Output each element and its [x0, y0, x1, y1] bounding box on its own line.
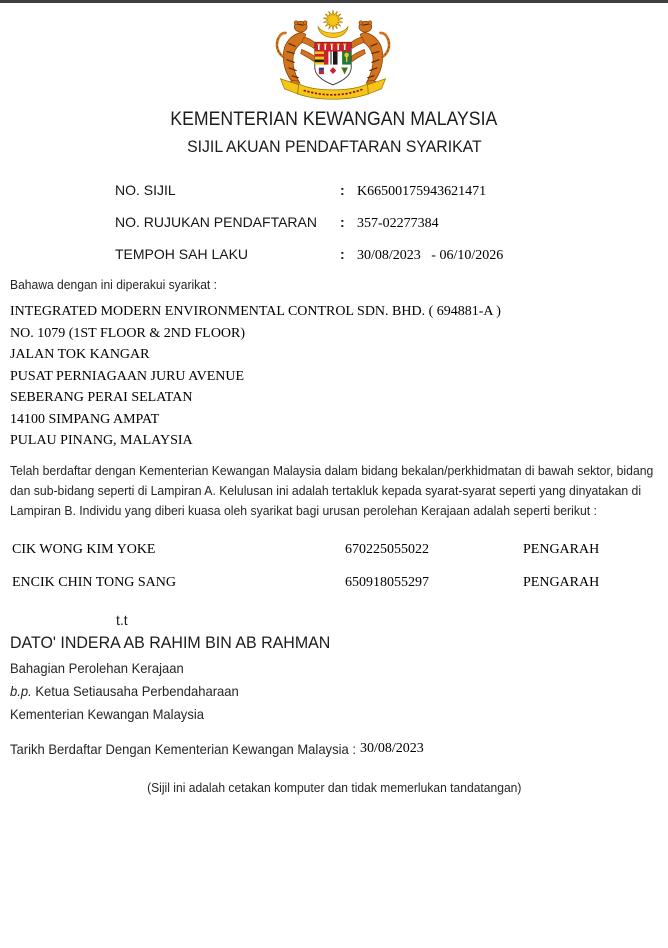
person-ic-number: 670225055022	[345, 542, 429, 557]
address-line: 14100 SIMPANG AMPAT	[10, 411, 160, 427]
certificate-number: K66500175943621471	[357, 184, 487, 199]
certificate-subtitle: SIJIL AKUAN PENDAFTARAN SYARIKAT	[186, 137, 482, 156]
company-name: INTEGRATED MODERN ENVIRONMENTAL CONTROL SDN. BHD. ( 694881-A )	[10, 304, 501, 319]
person-role: PENGARAH	[523, 542, 600, 557]
signature-abbreviation: t.t	[116, 612, 128, 628]
company-address-block	[10, 301, 501, 452]
certificate-fields	[115, 182, 503, 278]
federal-star-icon	[323, 10, 343, 30]
signatory-ministry: Kementerian Kewangan Malaysia	[10, 706, 204, 722]
person-name: ENCIK CHIN TONG SANG	[12, 575, 176, 590]
authorized-persons-table	[12, 542, 656, 608]
field-row-no-sijil	[115, 182, 503, 200]
validity-period: 30/08/2023 - 06/10/2026	[357, 248, 504, 263]
address-line: PULAU PINANG, MALAYSIA	[10, 433, 193, 448]
address-line: JALAN TOK KANGAR	[10, 347, 150, 362]
registration-date-value: 30/08/2023	[360, 741, 424, 756]
field-colon: :	[340, 182, 345, 198]
ministry-title: KEMENTERIAN KEWANGAN MALAYSIA	[170, 109, 498, 130]
field-row-no-rujukan	[115, 214, 503, 232]
intro-line: Bahawa dengan ini diperakui syarikat :	[10, 277, 218, 292]
field-label: NO. RUJUKAN PENDAFTARAN	[115, 214, 317, 230]
paragraph-line: Telah berdaftar dengan Kementerian Kewangan Malaysia dalam bidang bekalan/perkhidmatan di bawah sektor, bidang	[10, 463, 654, 478]
signatory-division: Bahagian Perolehan Kerajaan	[10, 660, 184, 676]
person-name: CIK WONG KIM YOKE	[12, 542, 156, 557]
shield-icon	[315, 42, 351, 84]
field-colon: :	[340, 214, 345, 230]
field-colon: :	[340, 246, 345, 262]
tiger-right-icon	[350, 21, 389, 85]
field-label: TEMPOH SAH LAKU	[115, 246, 249, 262]
registration-reference-number: 357-02277384	[357, 216, 439, 231]
tiger-left-icon	[277, 21, 316, 85]
computer-print-note: (Sijil ini adalah cetakan komputer dan tidak memerlukan tandatangan)	[146, 780, 522, 795]
bp-title: Ketua Setiausaha Perbendaharaan	[31, 683, 239, 699]
registration-paragraph	[10, 461, 668, 521]
signatory-on-behalf-line	[10, 683, 239, 699]
registration-date-label: Tarikh Berdaftar Dengan Kementerian Kewangan Malaysia :	[10, 741, 356, 757]
top-border	[0, 0, 668, 3]
malaysia-coat-of-arms	[268, 7, 398, 102]
field-row-tempoh	[115, 246, 503, 264]
field-label: NO. SIJIL	[115, 182, 176, 198]
signatory-name: DATO' INDERA AB RAHIM BIN AB RAHMAN	[10, 633, 331, 652]
address-line: NO. 1079 (1ST FLOOR & 2ND FLOOR)	[10, 325, 246, 341]
person-ic-number: 650918055297	[345, 575, 429, 590]
paragraph-line: dan sub-bidang seperti di Lampiran A. Kelulusan ini adalah tertakluk kepada syarat-syarat seperti yang dinyatakan di	[10, 483, 642, 498]
paragraph-line: Lampiran B. Individu yang diberi kuasa oleh syarikat bagi urusan perolehan Kerajaan adalah seperti berikut :	[10, 503, 597, 518]
authorized-person-row	[12, 575, 656, 608]
authorized-person-row	[12, 542, 656, 575]
person-role: PENGARAH	[523, 575, 600, 590]
bp-prefix: b.p.	[10, 683, 32, 699]
address-line: SEBERANG PERAI SELATAN	[10, 390, 193, 405]
address-line: PUSAT PERNIAGAAN JURU AVENUE	[10, 368, 245, 384]
